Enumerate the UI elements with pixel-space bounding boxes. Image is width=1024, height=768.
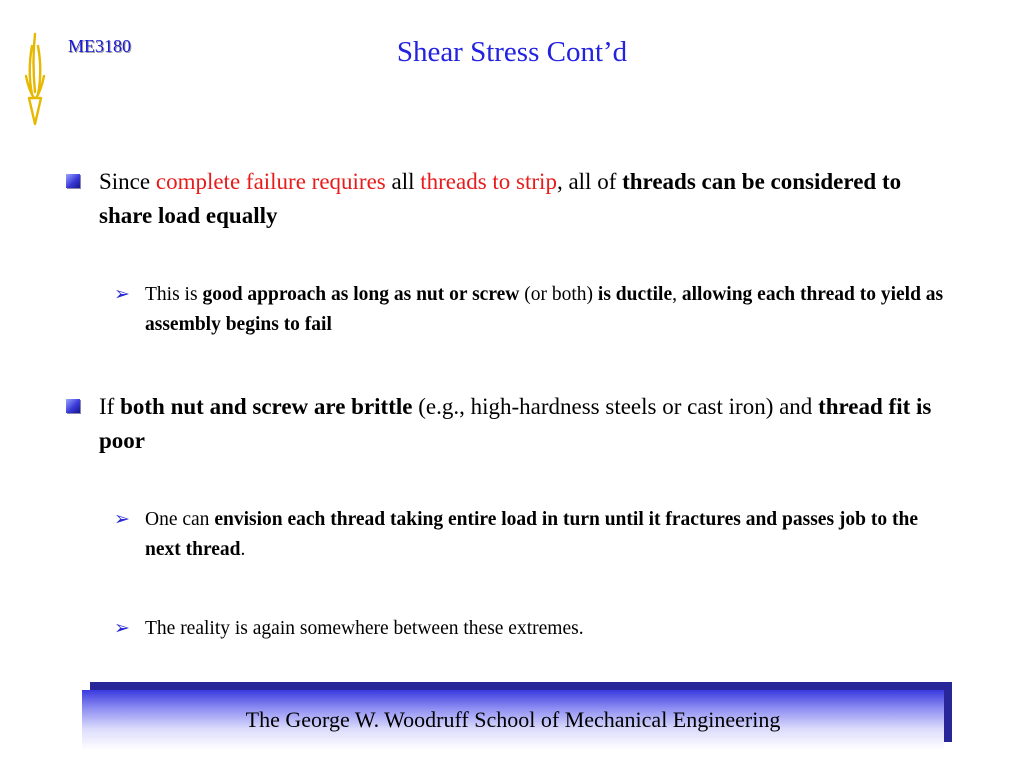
course-code: ME3180 (68, 36, 131, 56)
text-segment: , all of (556, 169, 623, 194)
bullet-text (99, 390, 946, 458)
sub-bullet-item (114, 614, 954, 644)
arrow-bullet-icon: ➢ (114, 618, 130, 639)
text-segment: allowing each thread to yield as assembly begins to fail (145, 284, 944, 335)
text-segment: If (99, 394, 121, 419)
text-segment: (e.g., high-hardness steels or cast iron) and (412, 394, 819, 419)
sub-bullet-item (114, 505, 954, 565)
text-segment: , (672, 284, 682, 305)
text-segment: both nut and screw are brittle (120, 394, 413, 419)
square-bullet-icon (66, 174, 80, 188)
text-segment: thread fit is poor (99, 394, 932, 453)
text-segment: threads to strip (420, 169, 557, 194)
text-segment: Since (99, 169, 156, 194)
arrow-bullet-icon: ➢ (114, 509, 130, 530)
text-segment: is ductile (597, 284, 673, 305)
text-segment: . (240, 539, 246, 560)
bullet-item (66, 390, 946, 458)
bullet-text (99, 165, 946, 233)
flame-torch-icon (20, 32, 50, 126)
text-segment: threads can be considered to share load equally (99, 169, 902, 228)
sub-bullet-text (145, 614, 954, 644)
arrow-bullet-icon: ➢ (114, 284, 130, 305)
text-segment: good approach as long as nut or screw (202, 284, 520, 305)
square-bullet-icon (66, 399, 80, 413)
text-segment: complete failure requires (155, 169, 386, 194)
footer-banner (82, 690, 944, 750)
text-segment: One can (145, 509, 215, 530)
text-segment: The reality is again somewhere between these extremes. (145, 618, 584, 639)
sub-bullet-text (145, 280, 954, 340)
bullet-item (66, 165, 946, 233)
sub-bullet-text (145, 505, 954, 565)
sub-bullet-item (114, 280, 954, 340)
footer-text: The George W. Woodruff School of Mechanical Engineering (245, 707, 781, 732)
text-segment: (or both) (519, 284, 598, 305)
text-segment: This is (145, 284, 203, 305)
text-segment: envision each thread taking entire load in turn until it fractures and passes job to the next thread (145, 509, 918, 560)
slide-title: Shear Stress Cont’d (396, 36, 628, 68)
text-segment: all (385, 169, 421, 194)
